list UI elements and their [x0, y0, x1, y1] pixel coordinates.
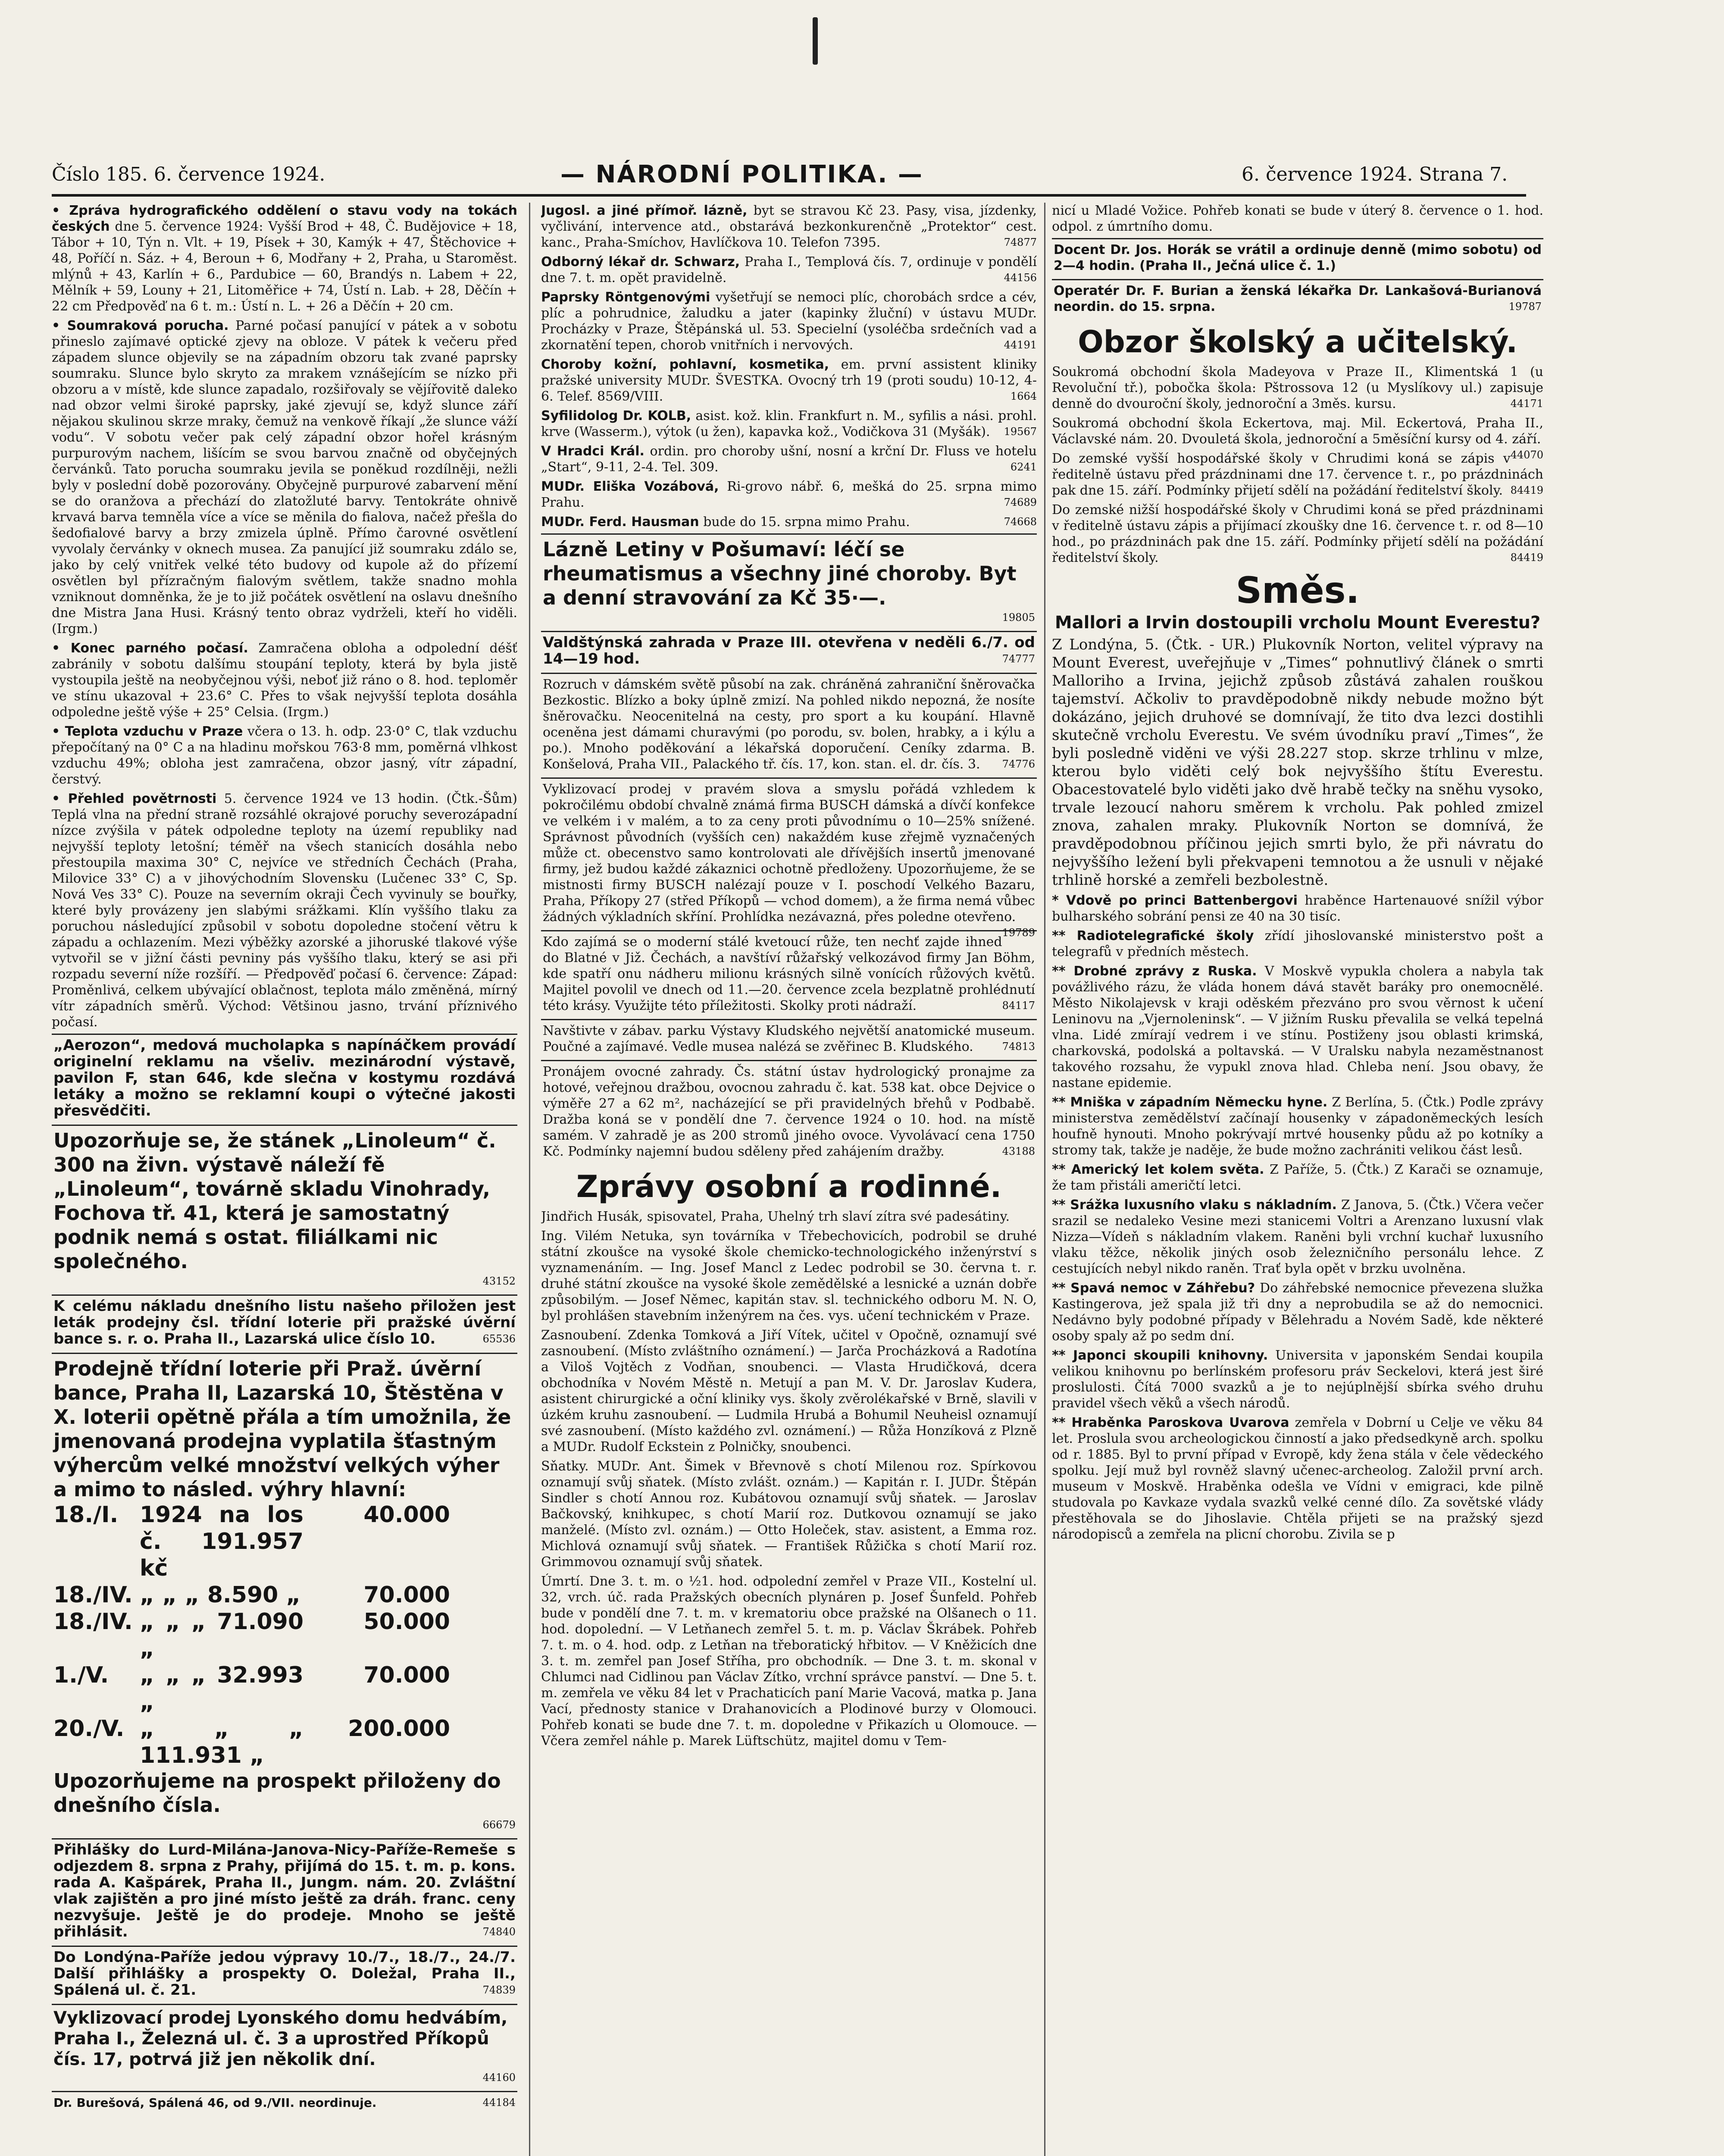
ad-vyklizovaci: [52, 2004, 517, 2088]
lottery-date: 18./IV.: [53, 1582, 133, 1608]
column-1: [52, 203, 517, 2156]
ad-text: K celému nákladu dnešního listu našeho přiložen jest leták prodejny čsl. třídní loterie při pražské úvěrní bance s. r. o. Praha II., Lazarská ulice číslo 10.: [53, 1297, 516, 1348]
ad-number: 66679: [482, 1819, 516, 1831]
lottery-prize: 70.000: [363, 1582, 450, 1608]
item-heading: Odborný lékař dr. Schwarz,: [541, 254, 740, 270]
item-text: včera o 13. h. odp. 23·0° C, tlak vzduchu přepočítaný na 0° C a na hladinu mořskou 763·8 mm, poměrná vlhkost vzduchu 49%; obloha jest zamračena, obzor jasný, vítr západní, čerstvý.: [52, 724, 517, 787]
ad-text: Vyklizovací prodej v pravém slova a smyslu pořádá vzhledem k pokročilému období chvalně známá firma BUSCH dámská a dívčí konfekce ve velkém i v malém, a to za ceny proti původnímu o 10—25% snížené. Správnost původních (vyšších cen) nakaždém kuse zřejmě vyznačených může ct. obecenstvo samo kontrolovati ale dřívějších insertů jmenované firmy, jež budou každé zákaznici ochotně předloženy. Upozorňujeme, že se mistnosti firmy BUSCH nalézají pouze v I. poschodí Velkého Bazaru, Praha, Příkopy 27 (střed Příkopů — vchod domem), a že firma nemá vůbec žádných výkladních skříní. Prohlídka nezávazná, přes poledne otevřeno.: [543, 782, 1035, 924]
ad-text: Dr. Burešová, Spálená 46, od 9./VII. neordinuje.: [53, 2096, 377, 2110]
personal-item: Jindřich Husák, spisovatel, Praha, Uhelný trh slaví zítra své padesátiny.: [541, 1209, 1010, 1224]
item-text: Universita v japonském Sendai koupila velikou knihovnu po berlínském profesoru práv Seckelovi, která jest širé proslulosti. Čítá 7000 svazků a je to nejúplnější sbírka svého druhu pravidel všech věků a všech národů.: [1052, 1348, 1543, 1411]
ad-number: 44156: [1004, 272, 1037, 284]
news-item: [52, 724, 517, 787]
item-text: V Moskvě vypukla cholera a nabyla tak povážlivého rázu, že vláda honem dává stavět baráky pro onemocnělé. Město Nikolajevsk v kraji oděském přezváno pro svou věrnost k učení Leninovu na „Vjernoleninsk“. — V jižním Rusku převalila se velká tepelná vlna. Lidé zmírají vedrem i ve stínu. Postiženy jsou oblasti krimská, charkovská, podolská a poltavská. — V Uralsku nabyla nezaměstnanost takového rozsahu, že vypukl znova hlad. Chleba není. Jsou obavy, že nastane epidemie.: [1052, 964, 1543, 1091]
ad-lurdy: [52, 1838, 517, 1943]
news-item: [52, 203, 517, 314]
lottery-ticket: „ „ „ 111.931 „: [140, 1716, 303, 1768]
item-text: Do záhřebské nemocnice převezena služka Kastingerova, jež spala již tři dny a neprobudila se až do nemocnici. Nedávno byly podobné případy v Bělehradu a Novém Sadě, kde některé osoby spaly až po sedm dní.: [1052, 1281, 1543, 1344]
personal-item: Ing. Vilém Netuka, syn továrníka v Třebechovicích, podrobil se druhé státní zkoušce na vysoké škole chemicko-technologického inženýrství s vyznamenáním. — Ing. Josef Mancl z Ledec podrobil se 30. června t. r. druhé státní zkoušce na vysoké škole zemědělské a lesnické a uznán dobře způsobilým. — Josef Němec, kapitán stav. sl. technického odboru M. N. O, byl prohlášen stavebním inženýrem na čes. vys. učení technickém v Praze.: [541, 1228, 1037, 1323]
item-text: zemřela v Dobrní u Celje ve věku 84 let. Proslula svou archeologickou činností a jako předsedkyně arch. spolku od r. 1885. Byl to první případ v Evropě, kdy žena stála v čele vědeckého spolku. Její muž byl rovněž slavný učenec-archeolog. Založil první arch. museum v Moskvě. Hraběnka odešla ve Vídni v emigraci, kde pilně studovala po Kavkaze vydala svazků velké cenné dílo. Za sovětské vlády přestěhovala se do Jihoslavie. Chtěla přijeti se na pražský sjezd národopisců a zemřela na plicní chorobu. Zivila se p: [1052, 1415, 1543, 1542]
lottery-ticket: „ „ „ 32.993 „: [140, 1662, 303, 1715]
mix-news-list: [1052, 893, 1543, 1542]
ad-number: 44171: [1510, 398, 1543, 410]
item-heading: Paprsky Röntgenovými: [541, 290, 710, 305]
ad-rozruch: [541, 673, 1037, 775]
news-item: [1052, 1094, 1543, 1158]
personal-item: Sňatky. MUDr. Ant. Šimek v Břevnově s chotí Milenou roz. Spírkovou oznamují svůj sňatek. (Místo zvlášt. oznám.) — Kapitán r. I. JUDr. Štěpán Sindler s chotí Annou roz. Kubátovou oznamují svůj sňatek. — Jaroslav Bačkovský, knihkupec, s chotí Marií roz. Dutkovou oznamují se jako manželé. (Místo zvl. oznám.) — Otto Holeček, stav. asistent, a Emma roz. Michlová oznamují svůj sňatek. — František Růžička s chotí Marií roz. Grimmovou oznamují svůj sňatek.: [541, 1459, 1037, 1570]
news-item: [541, 203, 1037, 251]
item-heading: Choroby kožní, pohlavní, kosmetika,: [541, 357, 829, 372]
item-heading: ** Spavá nemoc v Záhřebu?: [1052, 1281, 1255, 1296]
ad-number: 6241: [1010, 461, 1037, 473]
item-text: ordin. pro choroby ušní, nosní a krční Dr. Fluss ve hotelu „Start“, 9-11, 2-4. Tel. 309.: [541, 444, 1037, 475]
lottery-prize: 70.000: [363, 1662, 450, 1688]
lottery-prize: 50.000: [363, 1609, 450, 1635]
item-heading: V Hradci Král.: [541, 444, 645, 459]
personal-item: Úmrtí. Dne 3. t. m. o ½1. hod. odpolední zemřel v Praze VII., Kostelní ul. 32, vrch. úč. rada Pražských obecních plynáren p. Josef Šunfeld. Pohřeb bude v pondělí dne 7. t. m. v krematoriu obce pražské na Olšanech o 11. hod. dopolední. — V Letňanech zemřel 5. t. m. p. Václav Škrábek. Pohřeb 7. t. m. o 4. hod. odp. z Letňan na třeboratický hřbitov. — V Kněžicích dne 3. t. m. zemřel pan Josef Stříha, pro obchodník. — Dne 3. t. m. skonal v Chlumci nad Cidlinou pan Václav Zítko, vrchní správce panství. — Dne 5. t. m. zemřela ve věku 84 let v Prachaticích paní Marie Vacová, matka p. Jana Vací, přednosty stanice v Drahanovicích a Plodinové burzy v Olomouci. Pohřeb konati se bude dne 7. t. m. dopoledne v Přikazích u Olomouce. — Včera zemřel náhle p. Marek Lüftschütz, majitel domu v Tem-: [541, 1574, 1037, 1749]
ad-number: 74668: [1004, 516, 1037, 528]
news-item: [541, 254, 1037, 286]
ad-number: 84117: [1002, 1000, 1035, 1012]
column-rule: [1044, 203, 1045, 2156]
binding-mark: [813, 17, 818, 65]
ad-number: 74689: [1004, 496, 1037, 508]
ad-number: 44184: [482, 2096, 516, 2109]
item-text: hraběnce Hartenauové snížil výbor bulharského sobrání pensi ze 40 na 30 tisíc.: [1052, 893, 1543, 924]
section-title-mix: Směs.: [1236, 569, 1360, 611]
ad-number: 19789: [1002, 927, 1035, 939]
item-heading: ** Radiotelegrafické školy: [1052, 928, 1254, 943]
ad-number: 19567: [1004, 426, 1037, 438]
ad-text: Navštivte v zábav. parku Výstavy Kludského největší anatomické museum. Poučné a zajímavé. Vedle musea nalézá se zvěřinec B. Kludského.: [543, 1023, 1035, 1054]
item-text: Z Paříže, 5. (Čtk.) Z Karači se oznamuje, že tam přistáli američtí letci.: [1052, 1162, 1543, 1193]
news-item: [1052, 502, 1543, 566]
news-item: [1052, 1280, 1543, 1344]
ad-text: Valdštýnská zahrada v Praze III. otevřena v neděli 6./7. od 14—19 hod.: [543, 634, 1035, 667]
news-item: [541, 289, 1037, 353]
item-heading: ** Mniška v západním Německu hyne.: [1052, 1095, 1328, 1110]
ad-number: 44191: [1004, 339, 1037, 351]
ad-number: 1664: [1010, 390, 1037, 402]
news-item: [1052, 364, 1543, 412]
ad-text: Přihlášky do Lurd-Milána-Janova-Nicy-Paříže-Remeše s odjezdem 8. srpna z Prahy, přijímá do 15. t. m. p. kons. rada A. Kašpárek, Praha II., Jungm. nám. 20. Zvláštní vlak zajištěn a pro jiné místo ještě za dráh. franc. ceny nezvyšuje. Ještě je do prodeje. Mnoho se ještě přihlásit.: [53, 1841, 516, 1940]
ad-number: 74813: [1002, 1040, 1035, 1053]
column-rule: [529, 203, 530, 2156]
ad-text: Docent Dr. Jos. Horák se vrátil a ordinuje denně (mimo sobotu) od 2—4 hodin. (Praha II., Ječná ulice č. 1.): [1054, 242, 1542, 273]
item-text: vyšetřují se nemoci plíc, chorobách srdce a cév, plíc a pohrudnice, žaludku a jater (kapinky žluční) v ústavu MUDr. Procházky v Praze, Štěpánská ul. 53. Specielní (ysoléčba srdečních vad a zkornatění tepen, chorob vnitřních i nervových.: [541, 290, 1037, 353]
personal-item: Zasnoubení. Zdenka Tomková a Jiří Vítek, učitel v Opočně, oznamují své zasnoubení. (Místo zvláštního oznámení.) — Jarča Procházková a Radotína a Viloš Vojtěch z Vodňan, snoubenci. — Vlasta Hrudičková, dcera obchodníka v Novém Městě n. Metují a pan M. V. Dr. Jaroslav Kudera, asistent chirurgické a oční kliniky vys. školy zvěrolékařské v Brně, slavili v úzkém kruhu zasnoubení. — Ludmila Hrubá a Bohumil Neuheisl oznamují své zasnoubení. (Místo každého zvl. oznámení.) — Růža Honzíková z Plzně a MUDr. Rudolf Eckstein z Polničky, snoubenci.: [541, 1328, 1037, 1454]
ad-londyn: [52, 1946, 517, 2001]
ad-lazne-letiny: [541, 533, 1037, 628]
item-heading: ** Srážka luxusního vlaku s nákladním.: [1052, 1197, 1337, 1213]
item-text: Parné počasí panující v pátek a v sobotu přineslo zajímavé optické zjevy na obloze. V pátek k večeru před západem slunce objevily se na západním obzoru tak zvané paprsky soumraku. Slunce bylo skryto za mrakem vznášejícím se nízko při obzoru a v místě, kde slunce zapadalo, rozšiřovaly se vějířovitě daleko nad obzor velmi široké paprsky, jaké zjevují se, když slunce září nějakou skulinou skrze mraky, čemuž na venkově říkají „že slunce váží vodu“. V sobotu večer pak celý západní obzor hořel krásným purpurovým nachem, lišícím se svou barvou značně od obyčejných červánků. Tato porucha soumraku jevila se poněkud rozdílněji, nežli byly v poslední době pozorovány. Obyčejně purpurové zabarvení mění se do oranžova a přechází do zlatožluté barvy. Tentokráte ohnivě krvavá barva temněla více a více se měnila do fialova, načež přešla do šedofialové barvy a brzy zmizela úplně. Přímo čarovné osvětlení vyvolaly červánky v oknech musea. Za panující již soumraku zdálo se, jako by celý vnitřek velké této budovy od kupole až do přízemí osvětlen byl přízračným fialovým světlem, takže snadno mohla vzniknout domněnka, že je to již počátek osvětlení na oslavu dnešního dne Mistra Jana Husi. Krásný tento obraz vydrželi, kteří ho viděli. (Irgm.): [52, 318, 517, 636]
lottery-date: 1./V.: [53, 1662, 109, 1688]
news-item: [1052, 1348, 1543, 1411]
lottery-footer: Upozorňujeme na prospekt přiloženy do dnešního čísla.: [53, 1769, 501, 1817]
lottery-date: 18./I.: [53, 1502, 119, 1528]
item-text: em. první assistent kliniky pražské university MUDr. ŠVESTKA. Ovocný trh 19 (proti soudu) 10-12, 4-6. Telef. 8569/VIII.: [541, 357, 1037, 404]
item-text: 5. července 1924 ve 13 hodin. (Čtk.-Šům) Teplá vlna na přední straně rozsáhlé okrajové poruchy severozápadní nízce zvýšila v pátek odpoledne teploty na území republiky nad nejvyšší teploty letošní; téměř na všech stanicích dosáhla nebo přestoupila maxima 30° C, nejvíce ve středních Čechách (Praha, Milovice 33° C) a v jihovýchodním Slovensku (Lučenec 33° C, Sp. Nová Ves 33° C). Pouze na severním okraji Čech vyvinuly se bouřky, které byly provázeny jen slabými srážkami. Klín vyššího tlaku za poruchou následující způsobil v sobotu dopoledne stočení větru k západu a ochlazením. Mezi výběžky azorské a jihoruské tlakové výše vytvořil se v jižní části pevniny pás vyššího tlaku, který se asi při rozpadu severní níže rozšíří. — Předpověď počasí 6. července: Západ: Proměnlivá, celkem ubývající oblačnost, teplota málo změněná, mírný vítr západních směrů. Východ: Většinou jasno, trvání příznivého počasí.: [52, 791, 517, 1030]
news-item: [1052, 415, 1543, 461]
item-heading: • Soumraková porucha.: [52, 318, 229, 333]
date-page: 6. července 1924. Strana 7.: [1242, 163, 1508, 185]
lottery-heading: Prodejně třídní loterie při Praž. úvěrní bance, Praha II, Lazarská 10, Štěstěna v X. loterii opětně přála a tím umožnila, že jmenovaná prodejna vyplatila šťastným výhercům velké množství velkých výher a mimo to násled. výhry hlavní:: [53, 1357, 511, 1501]
news-item: [541, 408, 1037, 440]
lottery-prize: 200.000: [348, 1716, 450, 1742]
issue-number: Číslo 185. 6. července 1924.: [52, 163, 325, 185]
school-list: [1052, 364, 1543, 566]
ad-number: 84419: [1510, 552, 1543, 564]
item-heading: ** Hraběnka Paroskova Uvarova: [1052, 1415, 1289, 1430]
news-item: [52, 640, 517, 720]
item-text: asist. kož. klin. Frankfurt n. M., syfilis a nási. prohl. krve (Wasserm.), výtok (u žen), kapavka kož., Vodičkova 31 (Myšák).: [541, 408, 1037, 439]
section-title-personal: Zprávy osobní a rodinné.: [576, 1169, 1002, 1204]
news-item: [1052, 1197, 1543, 1277]
ad-ruze: [541, 930, 1037, 1016]
item-text: Soukromá obchodní škola Eckertova, maj. Mil. Eckertová, Praha II., Václavské nám. 20. Dvouletá škola, jednoroční a 5měsíční kursy od 4. září.: [1052, 416, 1543, 447]
lottery-ticket: 1924 na los č. 191.957 kč: [140, 1502, 303, 1581]
section-title-schools: Obzor školský a učitelský.: [1078, 324, 1517, 360]
ad-operater: [1052, 279, 1543, 317]
item-heading: • Zpráva hydrografického oddělení o stavu vody na tokách českých: [52, 203, 517, 234]
item-text: Z Berlína, 5. (Čtk.) Podle zprávy ministerstva zemědělství začínají housenky v západoněmeckých lesích houfně hynouti. Mnoho pokrývají mrtvé housenky půdu až po kotníky a stromy tak, takže je naděje, že bude možno zachrániti velikou část lesů.: [1052, 1095, 1543, 1158]
ad-busch: [541, 777, 1037, 939]
column-2: [541, 203, 1037, 2156]
lottery-date: 18./IV.: [53, 1609, 133, 1635]
ad-docent: [1052, 238, 1543, 276]
ad-number: 74839: [482, 1984, 516, 1996]
ad-text: Do Londýna-Paříže jedou výpravy 10./7., 18./7., 24./7. Další přihlášky a prospekty O. Doležal, Praha II., Spálená ul. č. 21.: [53, 1949, 516, 1999]
news-list: [52, 203, 517, 1030]
ad-number: 74776: [1002, 758, 1035, 770]
item-heading: • Přehled povětrnosti: [52, 791, 217, 806]
item-heading: • Konec parného počasí.: [52, 641, 248, 656]
ad-text: Lázně Letiny v Pošumaví: léčí se rheumatismus a všechny jiné choroby. Byt a denní stravování za Kč 35·—.: [543, 538, 1017, 609]
item-text: Do zemské vyšší hospodářské školy v Chrudimi koná se zápis v ředitelně ústavu před prázdninami dne 17. července t. r., po prázdninách pak dne 15. září. Podmínky přijetí sdělí na požádání ředitelství školy.: [1052, 451, 1543, 498]
classified-list: [541, 203, 1037, 530]
ad-lottery: [52, 1353, 517, 1836]
obituary-continuation: nicí u Mladé Vožice. Pohřeb konati se bude v úterý 8. července o 1. hod. odpol. z úmrtního domu.: [1052, 203, 1543, 234]
item-heading: MUDr. Eliška Vozábová,: [541, 479, 719, 494]
ad-number: 44070: [1510, 449, 1543, 461]
ad-number: 44160: [482, 2071, 516, 2084]
header-rule: [52, 194, 1526, 197]
ad-text: Pronájem ovocné zahrady. Čs. státní ústav hydrologický pronajme za hotové, veřejnou dražbou, ovocnou zahradu č. kat. 538 kat. obce Dejvice o výměře 27 a 62 m², nacházející se při pravidelných břehů v Podbabě. Dražba koná se v pondělí dne 7. července 1924 o 10. hod. na místě samém. V zahradě je as 200 stromů jiného ovoce. Vyvolávací cena 1750 Kč. Podmínky najemní budou sděleny před zahájením dražby.: [543, 1064, 1035, 1159]
news-item: [541, 514, 1037, 530]
ad-number: 84419: [1510, 484, 1543, 496]
masthead-title: — NÁRODNÍ POLITIKA. —: [560, 160, 923, 188]
item-text: Praha I., Templová čís. 7, ordinuje v pondělí dne 7. t. m. opět pravidelně.: [541, 254, 1037, 285]
news-item: [541, 357, 1037, 404]
item-text: Z Janova, 5. (Čtk.) Včera večer srazil se nedaleko Vesine mezi stanicemi Voltri a Arenzano luxusní vlak Nizza—Vídeň s nákladním vlakem. Raněni byli vrchní kuchař luxusního vlaku těžce, několik jiných osob železničního personálu lehce. Z cestujících nebyl nikdo raněn. Trať byla opět v brzku uvolněna.: [1052, 1197, 1543, 1276]
ad-number: 65536: [482, 1333, 516, 1345]
article-everest: Z Londýna, 5. (Čtk. - UR.) Plukovník Norton, velitel výpravy na Mount Everest, uveřejňuje v „Times“ pohnutlivý článek o smrti Malloriho a Irvina, jejichž způsob zůstává zahalen rouškou tajemství. Ačkoliv to pravděpodobně nikdy nebude možno být dokázáno, jejich druhové se domnívají, že tito dva lezci dostihli skutečně vrcholu Everestu. Ve svém úvodníku praví „Times“, že byli posledně viděni ve výši 28.227 stop. skrze trhlinu v mlze, kterou bylo viděti celý bok nejvyššího štítu Everestu. Obacestovatelé bylo viděti jako dvě hrabě tečky na sněhu vysoko, trvale lezoucí nahoru směrem k vrcholu. Pak pohled zmizel znova, zahalen mraky. Plukovník Norton se domnívá, že pravděpodobnou příčinou jejich smrti bylo, že při návratu do nejvyššího ležení byli překvapeni temnotou a že usnuli v nějaké trhlině horské a zemřeli bezbolestně.: [1052, 636, 1543, 889]
ad-aerozon: [52, 1034, 517, 1122]
ad-valdstejn: [541, 631, 1037, 670]
item-heading: ** Americký let kolem světa.: [1052, 1162, 1264, 1177]
news-item: [1052, 893, 1543, 924]
ad-text: Vyklizovací prodej Lyonského domu hedvábím, Praha I., Železná ul. č. 3 a uprostřed Příkopů čís. 17, potrvá již jen několik dní.: [53, 2008, 508, 2069]
lottery-ticket: „ „ „ 71.090 „: [140, 1609, 303, 1661]
page-header: [52, 162, 1517, 192]
lottery-table: [53, 1501, 516, 1769]
ad-linoleum: [52, 1125, 517, 1292]
news-item: [52, 318, 517, 637]
ad-number: 43188: [1002, 1145, 1035, 1157]
news-item: [1052, 1415, 1543, 1542]
ad-text: Operatér Dr. F. Burian a ženská lékařka Dr. Lankašová-Burianová neordin. do 15. srpna.: [1054, 283, 1542, 314]
ad-number: 74877: [1004, 236, 1037, 248]
news-item: [1052, 1162, 1543, 1194]
item-text: Soukromá obchodní škola Madeyova v Praze II., Klimentská 1 (u Revoluční tř.), pobočka škola: Pštrossova 12 (u Myslíkovy ul.) zapisuje denně do dvouroční školy, jednoroční a 3měs. kursu.: [1052, 364, 1543, 411]
lottery-prize: 40.000: [363, 1502, 450, 1528]
lottery-date: 20./V.: [53, 1716, 125, 1742]
item-text: bude do 15. srpna mimo Prahu.: [703, 514, 910, 530]
item-heading: Jugosl. a jiné přímoř. lázně,: [541, 203, 748, 218]
ad-number: 74840: [482, 1926, 516, 1938]
item-text: Ri-grovo nábř. 6, mešká do 25. srpna mimo Prahu.: [541, 479, 1037, 510]
news-item: [52, 791, 517, 1030]
ad-number: 74777: [1002, 653, 1035, 665]
ad-kludsky: [541, 1019, 1037, 1057]
column-3: [1052, 203, 1543, 2156]
news-item: [1052, 963, 1543, 1091]
item-text: Zamračena obloha a odpolední déšť zabránily v sobotu dalšímu stoupání teploty, která by byla jistě vystoupila ještě na neobyčejnou výši, neboť již ráno o 8. hod. teploměr ve stínu ukazoval + 23.6° C. Přes to však nejvyšší teplota dosáhla odpoledne ještě výše + 25° Celsia. (Irgm.): [52, 641, 517, 720]
news-item: [541, 479, 1037, 511]
ad-text: Kdo zajímá se o moderní stálé kvetoucí růže, ten nechť zajde ihned do Blatné v Již. Čechách, a navštíví růžařský velkozávod firmy Jan Böhm, kde spatří onu nádheru milionu krásných silně vonících růžových květů. Majitel povolil ve dnech od 11.—20. července zcela bezplatně prohlédnutí této krásy. Využijte této příležitosti. Skolky proti nádraží.: [543, 934, 1035, 1013]
item-heading: ** Japonci skoupili knihovny.: [1052, 1348, 1268, 1363]
ad-number: 19805: [1002, 611, 1035, 624]
ad-prilohy: [52, 1294, 517, 1350]
ad-buresova: [52, 2091, 517, 2113]
item-heading: * Vdově po princi Battenbergovi: [1052, 893, 1298, 908]
ad-text: Upozorňuje se, že stánek „Linoleum“ č. 300 na živn. výstavě náleží fě „Linoleum“, továrně skladu Vinohrady, Fochova tř. 41, která je samostatný podnik nemá s ostat. filiálkami nic společného.: [53, 1129, 496, 1273]
item-heading: Syfilidolog Dr. KOLB,: [541, 408, 691, 423]
news-item: [541, 443, 1037, 475]
item-heading: • Teplota vzduchu v Praze: [52, 724, 243, 739]
ad-number: 43152: [482, 1275, 516, 1287]
item-text: Do zemské nižší hospodářské školy v Chrudimi koná se před prázdninami v ředitelně ústavu zápis a přijímací zkoušky dne 16. července t. r. od 8—10 hod., po prázdninách pak dne 15. září. Podmínky přijetí sdělí na požádání ředitelství školy.: [1052, 502, 1543, 565]
article-title-everest: Mallori a Irvin dostoupili vrcholu Mount Everestu?: [1054, 613, 1541, 633]
ad-text: „Aerozon“, medová mucholapka s napínáčkem provádí originelní reklamu na všeliv. mezinárodní výstavě, pavilon F, stan 646, kde slečna v kostymu rozdává letáky a možno se reklamní koupi o výtečné jakosti přesvědčiti.: [53, 1037, 516, 1119]
ad-text: Rozruch v dámském světě působí na zak. chráněná zahraniční šněrovačka Bezkostic. Blízko a boky úplně zmizí. Na pohled nikdo nepozná, že nosíte šněrovačku. Neocenitelná na cesty, pro sport a ku koupání. Hlavně oceněna jest dámami churavými (po porodu, sv. bolen, hrabky, a i kýlu a po.). Mnoho poděkování a lékařská doporučení. Ceníky zdarma. B. Konšelová, Praha VII., Palackého tř. čís. 17, kon. stan. el. dr. čís. 3.: [543, 677, 1035, 772]
news-item: [1052, 451, 1543, 498]
lottery-ticket: „ „ „ 8.590 „: [140, 1582, 301, 1608]
personal-news-list: [541, 1209, 1037, 1749]
news-item: [1052, 928, 1543, 960]
item-heading: ** Drobné zprávy z Ruska.: [1052, 964, 1257, 979]
item-text: zřídí jihoslovanské ministerstvo pošt a telegrafů v předních městech.: [1052, 928, 1543, 959]
ad-number: 19787: [1508, 301, 1542, 313]
item-heading: MUDr. Ferd. Hausman: [541, 514, 699, 530]
item-text: dne 5. července 1924: Vyšší Brod + 48, Č. Budějovice + 18, Tábor + 10, Týn n. Vlt. + 19, Písek + 30, Kamýk + 47, Štěchovice + 48, Poříčí n. Sáz. + 4, Beroun + 6, Modřany + 2, Praha, u Staroměst. mlýnů + 43, Karlín + 6., Pardubice — 60, Brandýs n. Labem + 22, Mělník + 59, Louny + 21, Litoměřice + 74, Ústí n. Lab. + 28, Děčín + 22 cm Předpověď na 6 t. m.: Ústí n. L. + 26 a Děčín + 20 cm.: [52, 219, 517, 314]
ad-pronajem: [541, 1060, 1037, 1162]
item-text: byt se stravou Kč 23. Pasy, visa, jízdenky, vyčlivání, intervence atd., obstarává bezkonkurenčně „Protektor“ cest. kanc., Praha-Smíchov, Havlíčkova 10. Telefon 7395.: [541, 203, 1037, 250]
